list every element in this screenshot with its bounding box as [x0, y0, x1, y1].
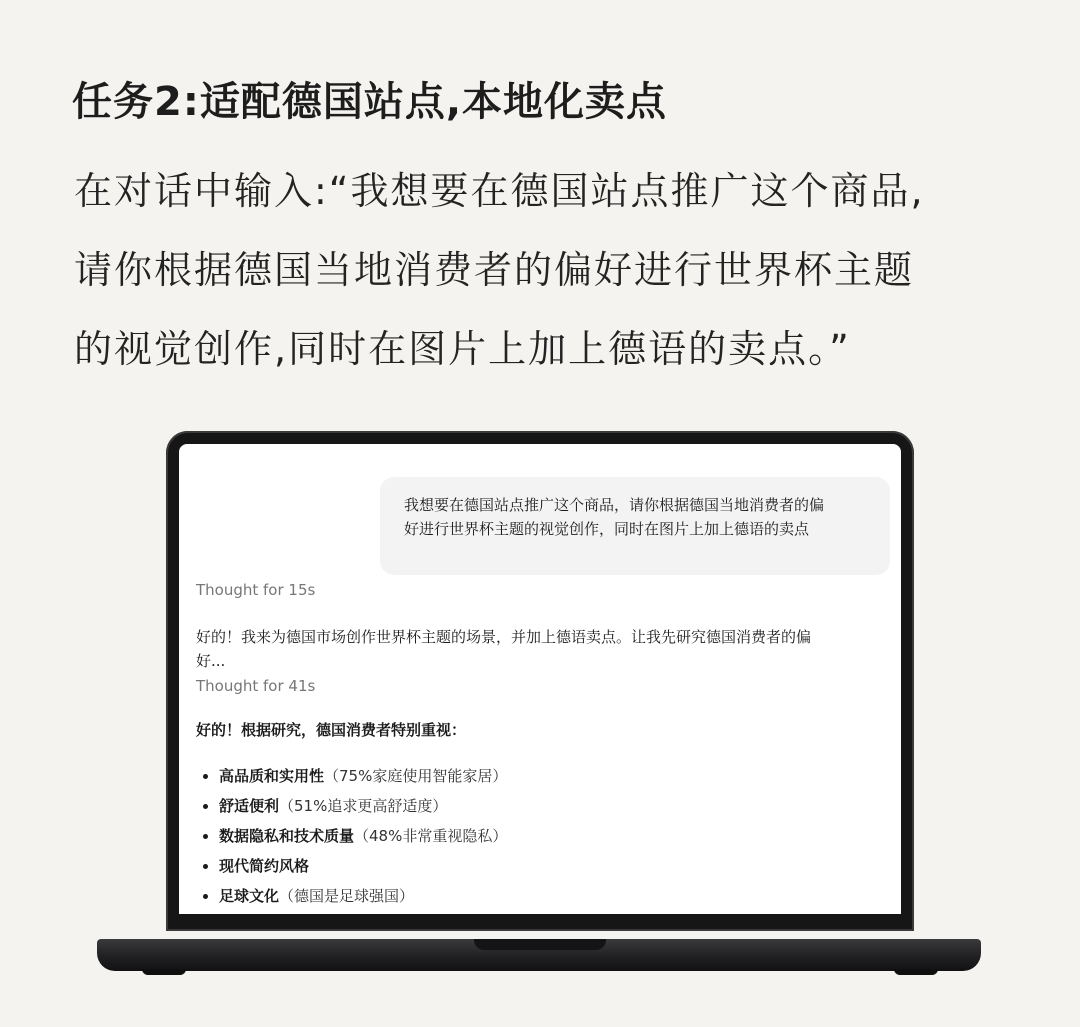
thought-duration-toggle[interactable]: Thought for 41s — [196, 677, 316, 695]
bullet-icon — [203, 864, 208, 869]
assistant-reply-line: 好的！我来为德国市场创作世界杯主题的场景，并加上德语卖点。让我先研究德国消费者的偏 — [196, 628, 812, 646]
laptop-screen — [179, 444, 901, 914]
finding-title: 足球文化 — [219, 887, 280, 905]
finding-note: （德国是足球强国） — [279, 887, 415, 905]
finding-title: 舒适便利 — [219, 797, 280, 815]
findings-list — [203, 761, 507, 911]
intro-line: 在对话中输入:“我想要在德国站点推广这个商品, — [74, 169, 925, 213]
finding-title: 现代简约风格 — [219, 857, 310, 875]
laptop-opening-notch — [474, 939, 606, 950]
laptop-foot — [894, 969, 938, 975]
list-item — [203, 821, 507, 851]
finding-note: （48%非常重视隐私） — [354, 827, 508, 845]
laptop-foot — [142, 969, 186, 975]
finding-note: （51%追求更高舒适度） — [279, 797, 448, 815]
page-title: 任务2:适配德国站点,本地化卖点 — [72, 79, 668, 125]
bullet-icon — [203, 894, 208, 899]
assistant-reply-line: 好... — [196, 652, 226, 670]
finding-note: （75%家庭使用智能家居） — [324, 767, 508, 785]
bullet-icon — [203, 774, 208, 779]
list-item — [203, 881, 507, 911]
finding-title: 数据隐私和技术质量 — [219, 827, 355, 845]
list-item — [203, 851, 507, 881]
intro-text — [74, 152, 1034, 389]
intro-line: 的视觉创作,同时在图片上加上德语的卖点。” — [74, 327, 851, 371]
finding-title: 高品质和实用性 — [219, 767, 325, 785]
intro-line: 请你根据德国当地消费者的偏好进行世界杯主题 — [74, 248, 915, 292]
bullet-icon — [203, 834, 208, 839]
user-message-bubble — [380, 477, 890, 575]
assistant-reply — [196, 625, 866, 673]
user-message-line: 我想要在德国站点推广这个商品，请你根据德国当地消费者的偏 — [404, 496, 825, 514]
list-item — [203, 761, 507, 791]
thought-duration-toggle[interactable]: Thought for 15s — [196, 581, 316, 599]
user-message-line: 好进行世界杯主题的视觉创作，同时在图片上加上德语的卖点 — [404, 520, 810, 538]
bullet-icon — [203, 804, 208, 809]
list-item — [203, 791, 507, 821]
research-heading: 好的！根据研究，德国消费者特别重视： — [196, 721, 467, 739]
